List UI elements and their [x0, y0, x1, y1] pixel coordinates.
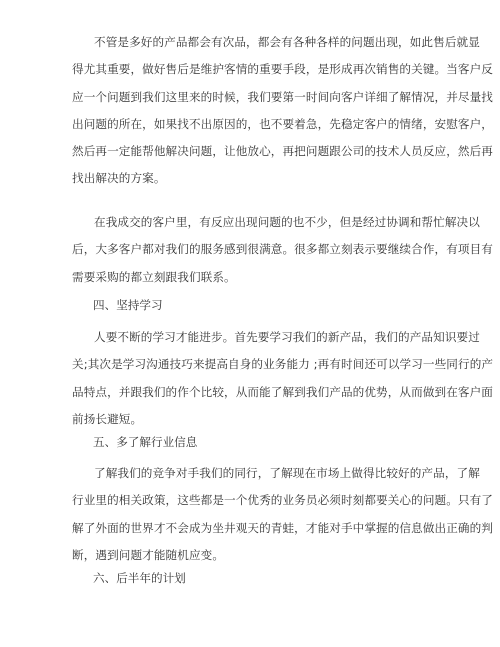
text-line: 断，遇到问题才能随机应变。 — [72, 547, 225, 562]
text-line: 解了外面的世界才不会成为坐井观天的青蛙，才能对手中掌握的信息做出正确的判 — [72, 520, 493, 535]
text-line: 前扬长避短。 — [72, 411, 143, 426]
text-line: 应一个问题到我们这里来的时候，我们要第一时间向客户详细了解情况，并尽量找 — [72, 89, 493, 104]
paragraph-customer-feedback — [72, 209, 493, 291]
paragraph-learning — [72, 324, 494, 433]
section-heading-industry-info: 五、多了解行业信息 — [93, 435, 198, 449]
text-line: 品特点，并跟我们的作个比较，从而能了解到我们产品的优势，从而做到在客户面 — [72, 384, 493, 399]
text-line: 出问题的所在，如果找不出原因的，也不要着急，先稳定客户的情绪，安慰客户， — [72, 116, 493, 131]
text-line: 在我成交的客户里，有反应出现问题的也不少，但是经过协调和帮忙解决以 — [94, 215, 480, 229]
paragraph-industry — [72, 460, 493, 569]
text-line: 后，大多客户都对我们的服务感到很满意。很多都立刻表示要继续合作，有项目有 — [72, 242, 493, 257]
section-heading-half-year-plan: 六、后半年的计划 — [93, 571, 186, 585]
text-line: 得尤其重要，做好售后是维护客情的重要手段，是形成再次销售的关键。当客户反 — [72, 62, 493, 77]
text-line: 不管是多好的产品都会有次品，都会有各种各样的问题出现，如此售后就显 — [94, 35, 480, 49]
text-line: 行业里的相关政策，这些都是一个优秀的业务员必须时刻都要关心的问题。只有了 — [72, 493, 493, 508]
section-heading-keep-learning: 四、坚持学习 — [93, 298, 163, 312]
text-line: 关;其次是学习沟通技巧来提高自身的业务能力 ;再有时间还可以学习一些同行的产 — [72, 357, 494, 372]
text-line: 了解我们的竞争对手我们的同行，了解现在市场上做得比较好的产品，了解 — [94, 466, 480, 480]
text-line: 人要不断的学习才能进步。首先要学习我们的新产品，我们的产品知识要过 — [94, 330, 480, 344]
text-line: 需要采购的都立刻跟我们联系。 — [72, 269, 236, 284]
text-line: 然后再一定能帮他解决问题，让他放心，再把问题跟公司的技术人员反应，然后再 — [72, 144, 493, 159]
text-line: 找出解决的方案。 — [72, 171, 166, 186]
paragraph-after-sales — [72, 29, 493, 193]
